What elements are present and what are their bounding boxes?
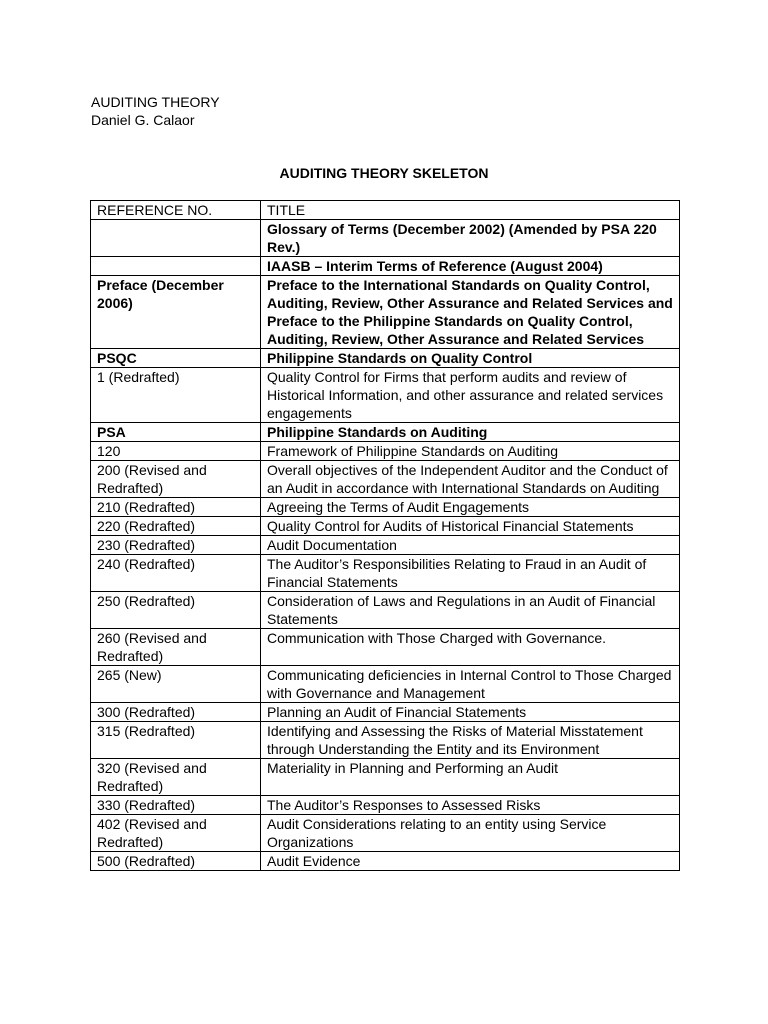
title-cell: Audit Evidence: [261, 852, 680, 871]
title-cell: Overall objectives of the Independent Auditor and the Conduct of an Audit in accordance with International Standards on Auditing: [261, 461, 680, 498]
title-cell: Audit Considerations relating to an entity using Service Organizations: [261, 815, 680, 852]
table-row: [91, 852, 680, 871]
table-row: [91, 220, 680, 257]
title-cell: Quality Control for Audits of Historical Financial Statements: [261, 517, 680, 536]
title-cell: Philippine Standards on Auditing: [261, 423, 680, 442]
table-row: [91, 815, 680, 852]
reference-cell: 320 (Revised and Redrafted): [91, 759, 261, 796]
table-row: [91, 276, 680, 349]
table-row: [91, 368, 680, 423]
table-row: [91, 592, 680, 629]
title-cell: Agreeing the Terms of Audit Engagements: [261, 498, 680, 517]
title-cell: Materiality in Planning and Performing an Audit: [261, 759, 680, 796]
title-cell: Preface to the International Standards on Quality Control, Auditing, Review, Other Assurance and Related Services and Preface to the Philippine Standards on Quality Control, Auditing, Review, Other Assurance and Related Services: [261, 276, 680, 349]
standards-table: [90, 200, 680, 871]
table-row: [91, 703, 680, 722]
reference-cell: [91, 220, 261, 257]
reference-cell: [91, 257, 261, 276]
table-row: [91, 461, 680, 498]
title-cell: Philippine Standards on Quality Control: [261, 349, 680, 368]
reference-cell: 220 (Redrafted): [91, 517, 261, 536]
table-body: [91, 220, 680, 871]
document-title: AUDITING THEORY SKELETON: [279, 165, 489, 181]
table-row: [91, 536, 680, 555]
document-header: [91, 93, 220, 129]
table-header-row: [91, 201, 680, 220]
reference-cell: 265 (New): [91, 666, 261, 703]
column-header-reference: REFERENCE NO.: [91, 201, 261, 220]
table-row: [91, 796, 680, 815]
title-cell: Identifying and Assessing the Risks of Material Misstatement through Understanding the Entity and its Environment: [261, 722, 680, 759]
table-row: [91, 629, 680, 666]
title-cell: Glossary of Terms (December 2002) (Amended by PSA 220 Rev.): [261, 220, 680, 257]
reference-cell: 300 (Redrafted): [91, 703, 261, 722]
reference-cell: 260 (Revised and Redrafted): [91, 629, 261, 666]
reference-cell: 200 (Revised and Redrafted): [91, 461, 261, 498]
reference-cell: 250 (Redrafted): [91, 592, 261, 629]
table-row: [91, 257, 680, 276]
reference-cell: 210 (Redrafted): [91, 498, 261, 517]
table-row: [91, 666, 680, 703]
reference-cell: PSQC: [91, 349, 261, 368]
reference-cell: Preface (December 2006): [91, 276, 261, 349]
course-title: AUDITING THEORY: [91, 94, 220, 110]
reference-cell: 315 (Redrafted): [91, 722, 261, 759]
table-row: [91, 517, 680, 536]
table-row: [91, 759, 680, 796]
title-cell: Audit Documentation: [261, 536, 680, 555]
reference-cell: PSA: [91, 423, 261, 442]
title-cell: Communicating deficiencies in Internal Control to Those Charged with Governance and Management: [261, 666, 680, 703]
reference-cell: 500 (Redrafted): [91, 852, 261, 871]
title-cell: Planning an Audit of Financial Statements: [261, 703, 680, 722]
table-row: [91, 442, 680, 461]
table-row: [91, 498, 680, 517]
table-row: [91, 423, 680, 442]
reference-cell: 330 (Redrafted): [91, 796, 261, 815]
title-cell: Consideration of Laws and Regulations in an Audit of Financial Statements: [261, 592, 680, 629]
reference-cell: 402 (Revised and Redrafted): [91, 815, 261, 852]
reference-cell: 120: [91, 442, 261, 461]
title-cell: IAASB – Interim Terms of Reference (August 2004): [261, 257, 680, 276]
reference-cell: 240 (Redrafted): [91, 555, 261, 592]
title-cell: The Auditor’s Responses to Assessed Risks: [261, 796, 680, 815]
reference-cell: 1 (Redrafted): [91, 368, 261, 423]
table-row: [91, 555, 680, 592]
title-cell: Framework of Philippine Standards on Auditing: [261, 442, 680, 461]
table-row: [91, 349, 680, 368]
author-name: Daniel G. Calaor: [91, 112, 195, 128]
reference-cell: 230 (Redrafted): [91, 536, 261, 555]
table-row: [91, 722, 680, 759]
title-cell: Quality Control for Firms that perform audits and review of Historical Information, and other assurance and related services engagements: [261, 368, 680, 423]
column-header-title: TITLE: [261, 201, 680, 220]
title-cell: Communication with Those Charged with Governance.: [261, 629, 680, 666]
title-cell: The Auditor’s Responsibilities Relating to Fraud in an Audit of Financial Statements: [261, 555, 680, 592]
